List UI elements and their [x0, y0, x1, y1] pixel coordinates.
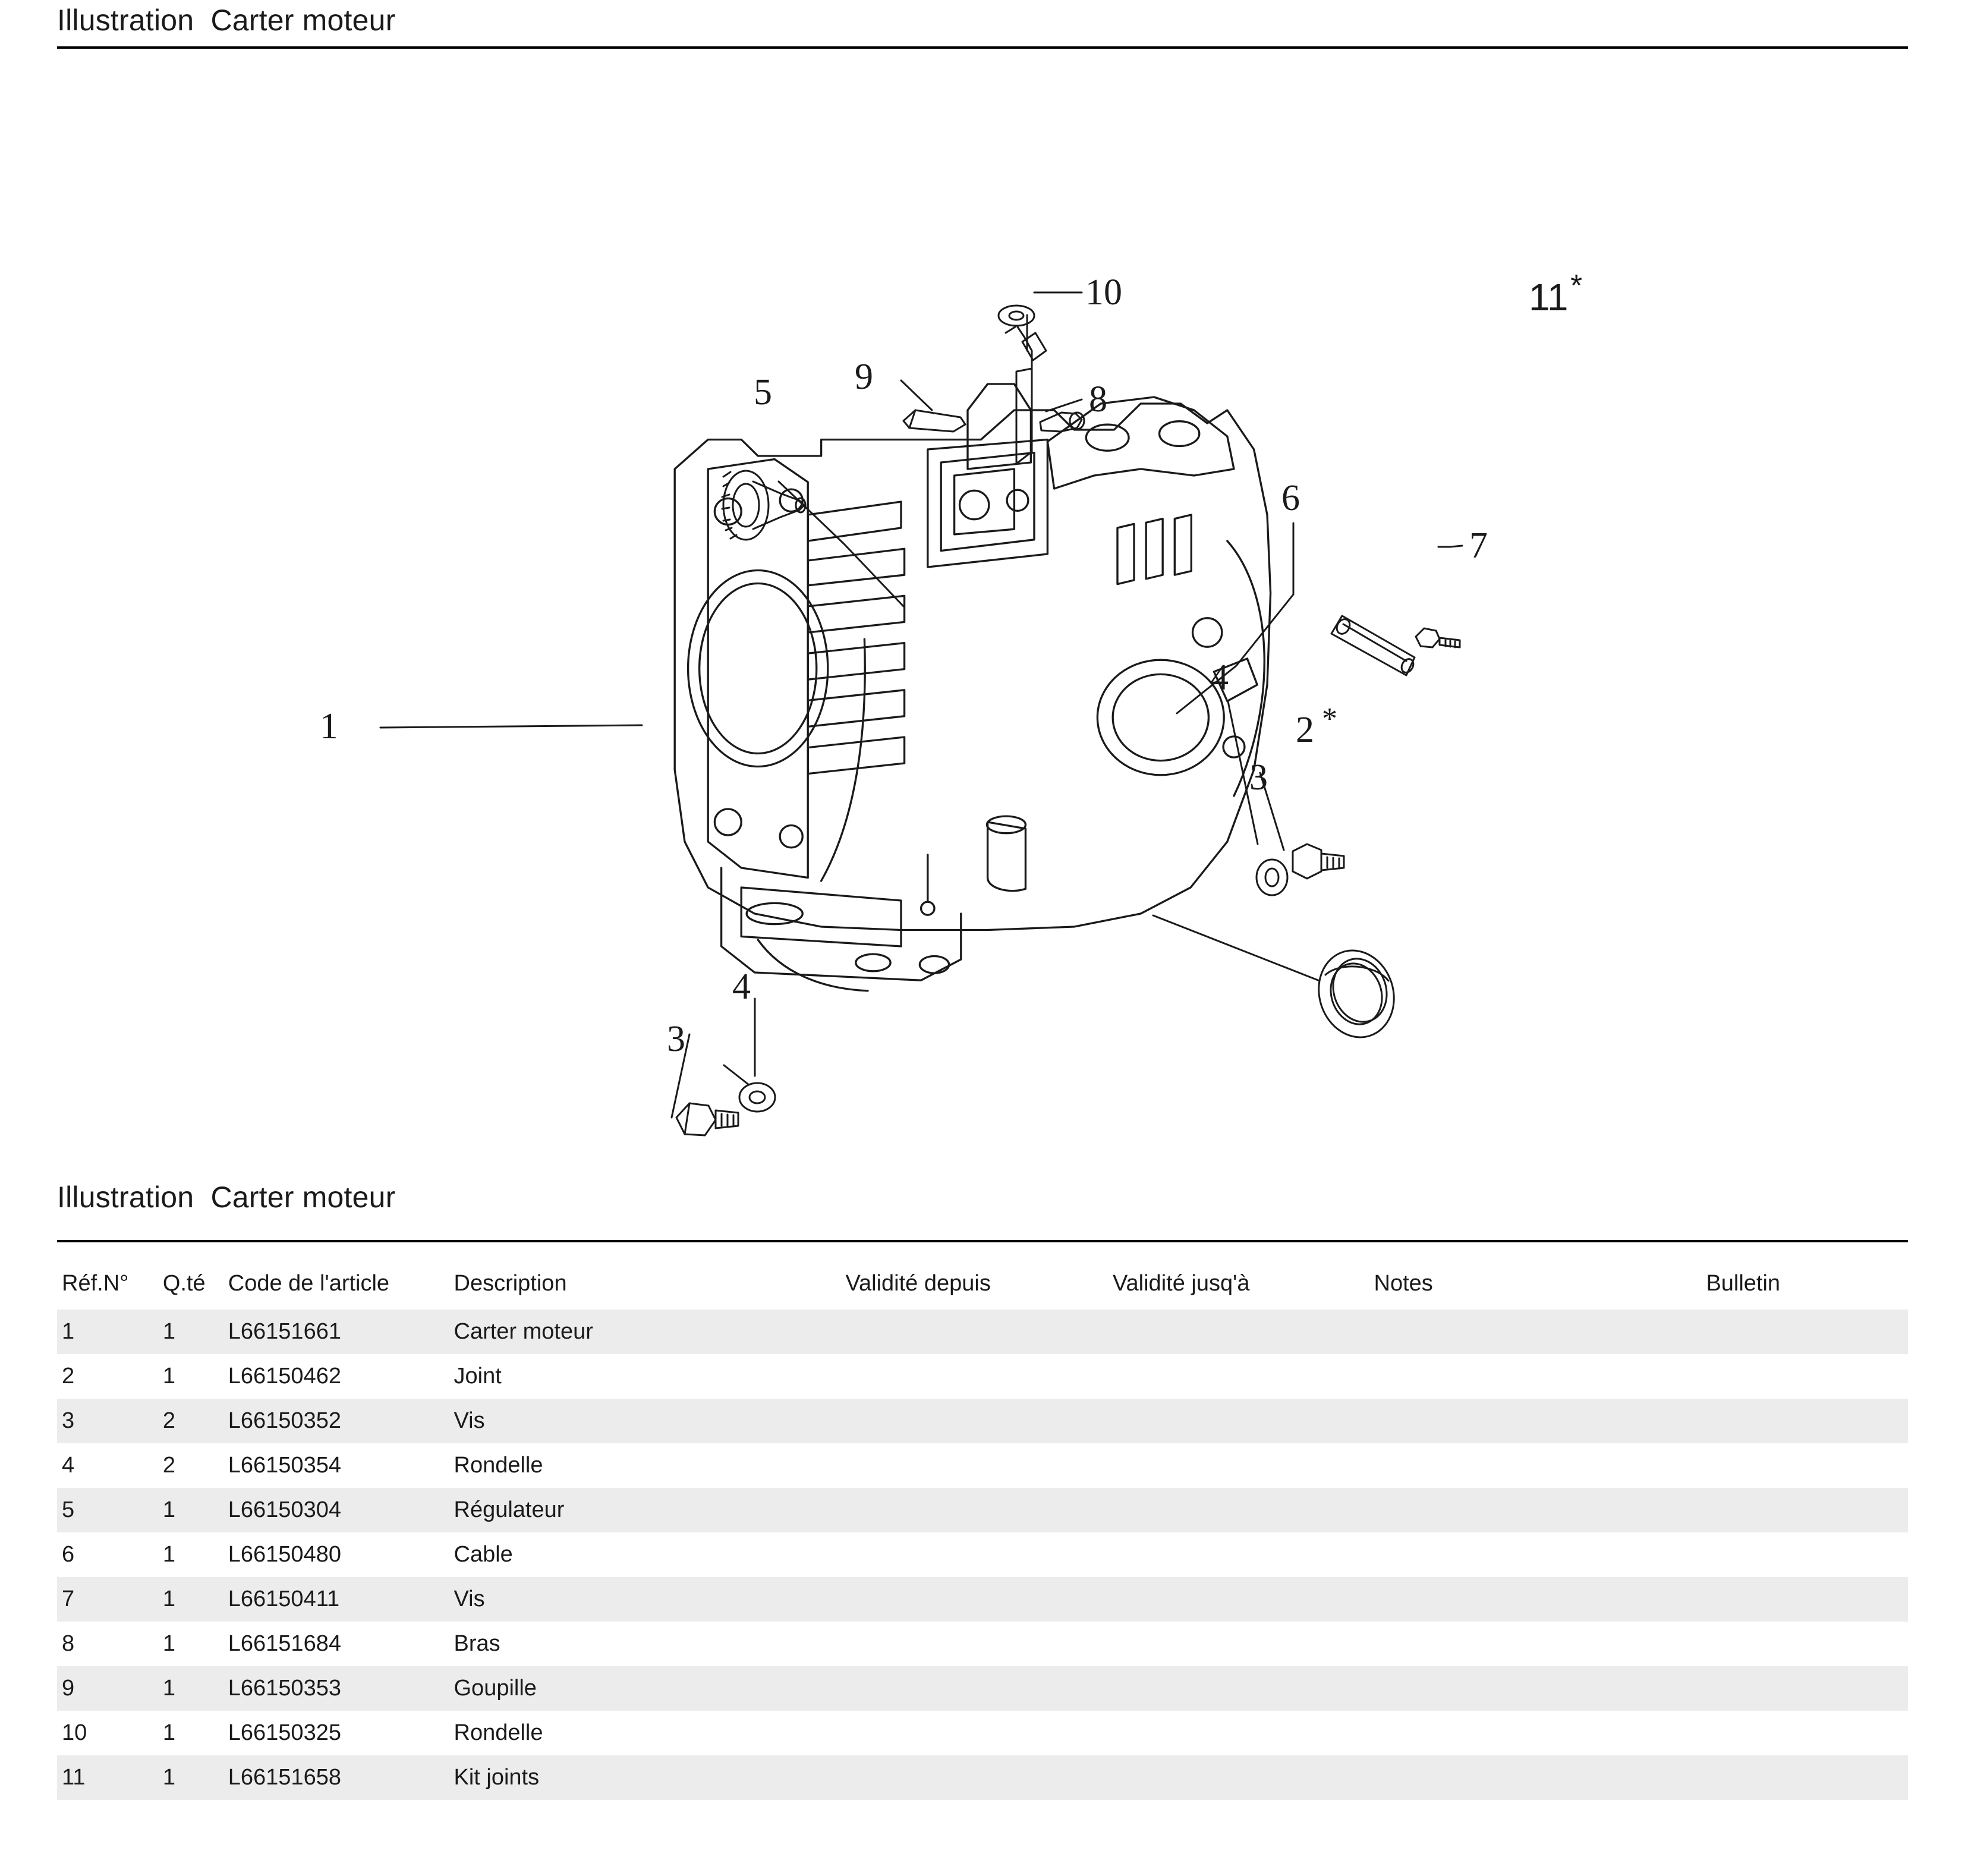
cell-notes	[1374, 1443, 1706, 1488]
header-qty: Q.té	[162, 1271, 206, 1296]
cell-notes	[1374, 1310, 1706, 1354]
cell-to	[1113, 1755, 1374, 1800]
cell-qty: 1	[163, 1577, 228, 1622]
cell-desc: Cable	[454, 1532, 846, 1577]
cell-qty: 1	[163, 1711, 228, 1755]
cell-from	[846, 1711, 1113, 1755]
cell-desc: Vis	[454, 1577, 846, 1622]
cell-desc: Régulateur	[454, 1488, 846, 1532]
cell-ref: 6	[57, 1532, 163, 1577]
callout-3-bottom: 3	[667, 1019, 685, 1059]
cell-ref: 5	[57, 1488, 163, 1532]
cell-to	[1113, 1622, 1374, 1666]
table-row[interactable]	[57, 1622, 1908, 1666]
callout-1: 1	[320, 706, 338, 747]
cell-code: L66150354	[228, 1443, 454, 1488]
cell-code: L66151658	[228, 1755, 454, 1800]
cell-desc: Bras	[454, 1622, 846, 1666]
cell-qty: 1	[163, 1532, 228, 1577]
cell-to	[1113, 1532, 1374, 1577]
heading-divider-top	[57, 46, 1908, 49]
cell-code: L66151684	[228, 1622, 454, 1666]
cell-qty: 1	[163, 1622, 228, 1666]
cell-qty: 1	[163, 1755, 228, 1800]
cell-to	[1113, 1488, 1374, 1532]
cell-notes	[1374, 1577, 1706, 1622]
cell-to	[1113, 1310, 1374, 1354]
cell-ref: 3	[57, 1399, 163, 1443]
callout-4-right: 4	[1210, 657, 1229, 698]
cell-ref: 4	[57, 1443, 163, 1488]
cell-bulletin	[1706, 1310, 1908, 1354]
cell-code: L66150304	[228, 1488, 454, 1532]
cell-desc: Vis	[454, 1399, 846, 1443]
cell-desc: Carter moteur	[454, 1310, 846, 1354]
callout-5: 5	[754, 372, 772, 413]
cell-bulletin	[1706, 1622, 1908, 1666]
cell-notes	[1374, 1711, 1706, 1755]
table-row[interactable]	[57, 1532, 1908, 1577]
cell-bulletin	[1706, 1577, 1908, 1622]
callout-11-asterisk: *	[1570, 269, 1583, 303]
callout-3-right: 3	[1249, 757, 1268, 798]
cell-to	[1113, 1443, 1374, 1488]
table-row[interactable]	[57, 1666, 1908, 1711]
cell-notes	[1374, 1488, 1706, 1532]
cell-notes	[1374, 1354, 1706, 1399]
callout-2-asterisk: *	[1322, 702, 1337, 736]
cell-notes	[1374, 1532, 1706, 1577]
callout-10: 10	[1085, 272, 1122, 313]
table-row[interactable]	[57, 1354, 1908, 1399]
cell-desc: Kit joints	[454, 1755, 846, 1800]
cell-from	[846, 1310, 1113, 1354]
cell-to	[1113, 1354, 1374, 1399]
callout-4-bottom: 4	[732, 967, 751, 1007]
cell-ref: 9	[57, 1666, 163, 1711]
callout-8: 8	[1089, 379, 1107, 420]
cell-qty: 1	[163, 1666, 228, 1711]
cell-bulletin	[1706, 1666, 1908, 1711]
cell-from	[846, 1666, 1113, 1711]
cell-to	[1113, 1711, 1374, 1755]
cell-code: L66150325	[228, 1711, 454, 1755]
engine-crankcase-illustration	[71, 71, 1894, 1159]
header-desc: Description	[454, 1271, 567, 1296]
cell-code: L66150352	[228, 1399, 454, 1443]
table-row[interactable]	[57, 1488, 1908, 1532]
cell-from	[846, 1532, 1113, 1577]
cell-ref: 1	[57, 1310, 163, 1354]
cell-qty: 2	[163, 1399, 228, 1443]
cell-to	[1113, 1399, 1374, 1443]
cell-ref: 7	[57, 1577, 163, 1622]
header-ref: Réf.N°	[62, 1271, 129, 1296]
illustration-heading-top: Illustration Carter moteur	[57, 4, 396, 37]
cell-ref: 11	[57, 1755, 163, 1800]
cell-bulletin	[1706, 1443, 1908, 1488]
table-row[interactable]	[57, 1399, 1908, 1443]
cell-ref: 2	[57, 1354, 163, 1399]
cell-code: L66151661	[228, 1310, 454, 1354]
cell-desc: Goupille	[454, 1666, 846, 1711]
cell-code: L66150462	[228, 1354, 454, 1399]
cell-from	[846, 1399, 1113, 1443]
cell-from	[846, 1622, 1113, 1666]
table-row[interactable]	[57, 1755, 1908, 1800]
cell-bulletin	[1706, 1532, 1908, 1577]
parts-table	[57, 1260, 1908, 1800]
cell-qty: 1	[163, 1488, 228, 1532]
cell-bulletin	[1706, 1755, 1908, 1800]
cell-desc: Joint	[454, 1354, 846, 1399]
callout-9: 9	[855, 357, 873, 397]
table-header-row	[57, 1260, 1908, 1310]
header-from: Validité depuis	[845, 1271, 991, 1296]
header-bulletin: Bulletin	[1706, 1271, 1781, 1296]
cell-desc: Rondelle	[454, 1711, 846, 1755]
callout-6: 6	[1281, 478, 1300, 518]
illustration-heading-bottom: Illustration Carter moteur	[57, 1181, 396, 1214]
cell-code: L66150480	[228, 1532, 454, 1577]
cell-bulletin	[1706, 1488, 1908, 1532]
table-row[interactable]	[57, 1577, 1908, 1622]
cell-notes	[1374, 1622, 1706, 1666]
cell-to	[1113, 1666, 1374, 1711]
cell-ref: 10	[57, 1711, 163, 1755]
callout-11: 11	[1529, 276, 1569, 319]
cell-from	[846, 1755, 1113, 1800]
cell-to	[1113, 1577, 1374, 1622]
cell-notes	[1374, 1755, 1706, 1800]
callout-7: 7	[1469, 525, 1488, 566]
cell-desc: Rondelle	[454, 1443, 846, 1488]
cell-notes	[1374, 1666, 1706, 1711]
cell-qty: 2	[163, 1443, 228, 1488]
cell-from	[846, 1577, 1113, 1622]
callout-2: 2	[1296, 710, 1314, 750]
header-notes: Notes	[1374, 1271, 1433, 1296]
cell-bulletin	[1706, 1711, 1908, 1755]
header-code: Code de l'article	[228, 1271, 390, 1296]
cell-code: L66150353	[228, 1666, 454, 1711]
cell-ref: 8	[57, 1622, 163, 1666]
cell-bulletin	[1706, 1354, 1908, 1399]
heading-divider-bottom	[57, 1240, 1908, 1242]
cell-from	[846, 1443, 1113, 1488]
table-row[interactable]	[57, 1711, 1908, 1755]
cell-notes	[1374, 1399, 1706, 1443]
table-row[interactable]	[57, 1310, 1908, 1354]
table-row[interactable]	[57, 1443, 1908, 1488]
cell-qty: 1	[163, 1354, 228, 1399]
cell-code: L66150411	[228, 1577, 454, 1622]
header-to: Validité jusq'à	[1113, 1271, 1250, 1296]
cell-bulletin	[1706, 1399, 1908, 1443]
cell-from	[846, 1488, 1113, 1532]
cell-qty: 1	[163, 1310, 228, 1354]
cell-from	[846, 1354, 1113, 1399]
